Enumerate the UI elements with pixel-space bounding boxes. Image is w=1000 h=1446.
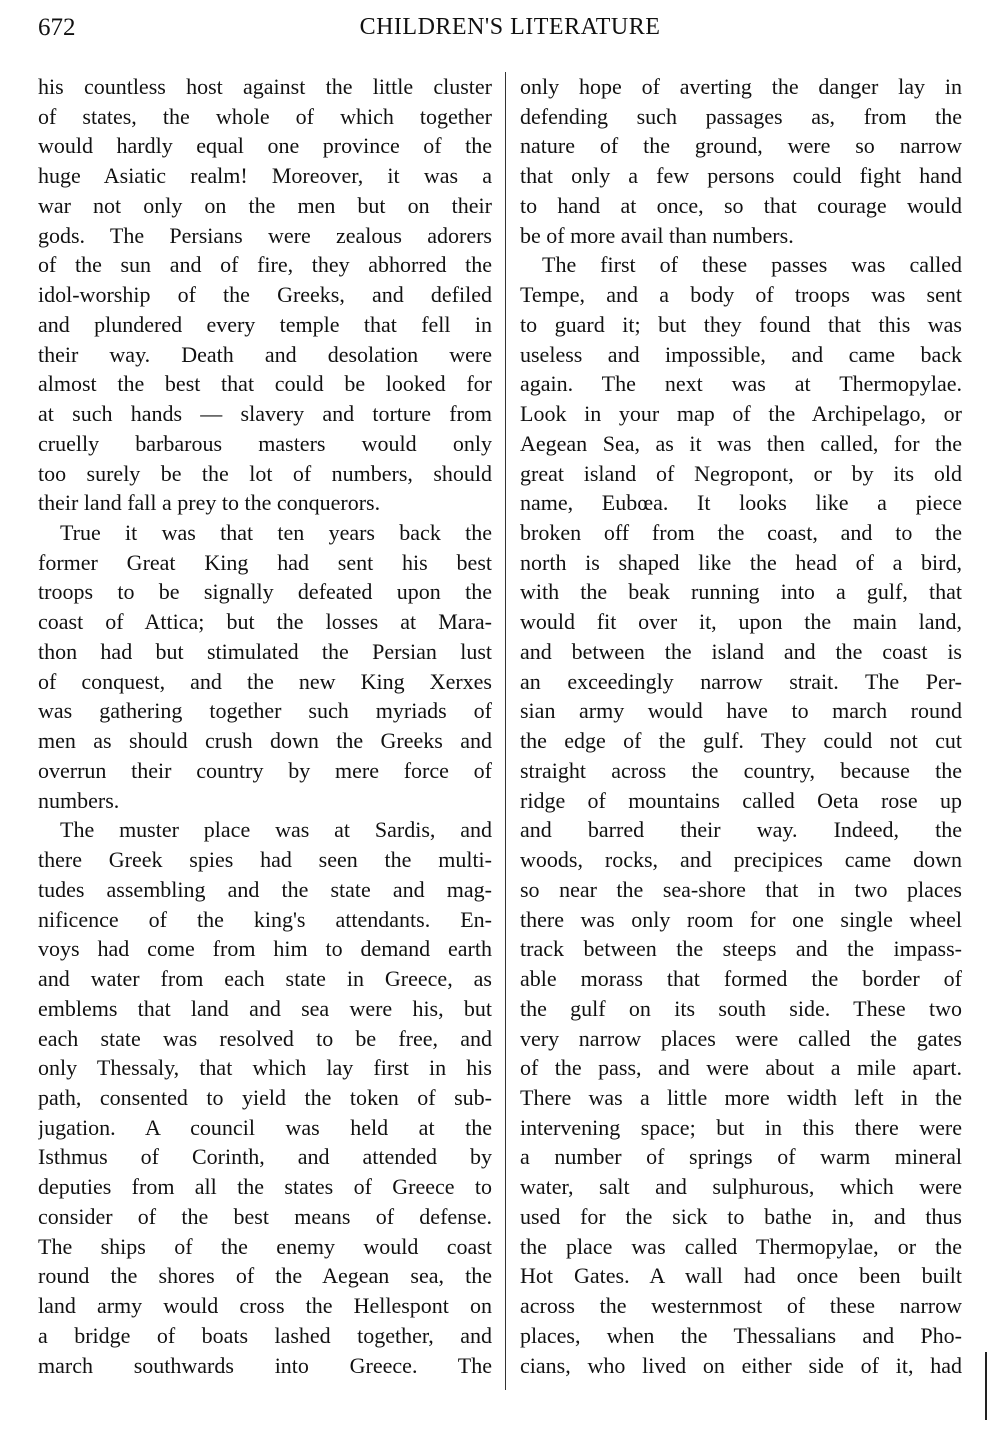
text-line: huge Asiatic realm! Moreover, it was a (38, 163, 492, 189)
text-line: round the shores of the Aegean sea, the (38, 1263, 492, 1289)
text-line: True it was that ten years back the (60, 520, 492, 546)
text-line: was gathering together such myriads of (38, 698, 492, 724)
text-line: nificence of the king's attendants. En- (38, 906, 492, 932)
text-line: jugation. A council was held at the (38, 1114, 492, 1140)
text-line: places, when the Thessalians and Pho- (520, 1322, 962, 1348)
text-line: there was only room for one single wheel (520, 906, 962, 932)
text-line: of the pass, and were about a mile apart. (520, 1055, 962, 1081)
text-line: deputies from all the states of Greece to (38, 1174, 492, 1200)
text-line: numbers. (38, 787, 120, 813)
text-line: intervening space; but in this there were (520, 1114, 962, 1140)
text-line: path, consented to yield the token of sub- (38, 1084, 492, 1110)
column-divider (505, 72, 506, 1390)
text-line: water, salt and sulphurous, which were (520, 1174, 962, 1200)
text-line: to guard it; but they found that this was (520, 311, 962, 337)
text-line: broken off from the coast, and to the (520, 520, 962, 546)
text-line: of conquest, and the new King Xerxes (38, 668, 492, 694)
page-number: 672 (38, 14, 76, 41)
text-line: so near the sea-shore that in two places (520, 876, 962, 902)
text-line: would hardly equal one province of the (38, 133, 492, 159)
text-line: useless and impossible, and came back (520, 341, 962, 367)
text-line: and barred their way. Indeed, the (520, 817, 962, 843)
text-line: an exceedingly narrow strait. The Per- (520, 668, 962, 694)
text-line: very narrow places were called the gates (520, 1025, 962, 1051)
text-line: and between the island and the coast is (520, 638, 962, 664)
text-line: voys had come from him to demand earth (38, 936, 492, 962)
text-line: only hope of averting the danger lay in (520, 74, 962, 99)
text-line: The ships of the enemy would coast (38, 1233, 492, 1259)
margin-mark (985, 1352, 987, 1420)
text-line: of the sun and of fire, they abhorred the (38, 252, 492, 278)
text-line: name, Eubœa. It looks like a piece (520, 490, 962, 516)
right-column (520, 72, 962, 1380)
text-line: consider of the best means of defense. (38, 1203, 492, 1229)
text-line: woods, rocks, and precipices came down (520, 847, 962, 873)
text-line: would fit over it, upon the main land, (520, 609, 962, 635)
text-line: thon had but stimulated the Persian lust (38, 638, 492, 664)
text-line: there Greek spies had seen the multi- (38, 847, 492, 873)
text-line: war not only on the men but on their (38, 192, 492, 218)
running-head: CHILDREN'S LITERATURE (359, 14, 661, 40)
text-line: almost the best that could be looked for (38, 371, 492, 397)
text-line: cruelly barbarous masters would only (38, 430, 492, 456)
text-line: a number of springs of warm mineral (520, 1144, 962, 1170)
text-line: land army would cross the Hellespont on (38, 1293, 492, 1319)
text-line: former Great King had sent his best (38, 549, 492, 575)
text-line: able morass that formed the border of (520, 966, 962, 992)
text-line: the place was called Thermopylae, or the (520, 1233, 962, 1259)
text-line: Look in your map of the Archipelago, or (520, 401, 962, 427)
text-line: too surely be the lot of numbers, should (38, 460, 492, 486)
text-line: Hot Gates. A wall had once been built (520, 1263, 962, 1289)
text-line: and plundered every temple that fell in (38, 311, 492, 337)
text-line: straight across the country, because the (520, 757, 962, 783)
text-line: across the westernmost of these narrow (520, 1293, 962, 1319)
text-line: gods. The Persians were zealous adorers (38, 222, 492, 248)
text-line: of states, the whole of which together (38, 103, 492, 129)
text-line: emblems that land and sea were his, but (38, 995, 492, 1021)
text-line: cians, who lived on either side of it, had (520, 1352, 962, 1378)
text-line: that only a few persons could fight hand (520, 163, 962, 189)
text-line: north is shaped like the head of a bird, (520, 549, 962, 575)
text-line: be of more avail than numbers. (520, 222, 794, 248)
text-line: ridge of mountains called Oeta rose up (520, 787, 962, 813)
text-line: The muster place was at Sardis, and (60, 817, 492, 843)
text-line: men as should crush down the Greeks and (38, 728, 492, 754)
text-line: great island of Negropont, or by its old (520, 460, 962, 486)
text-line: Tempe, and a body of troops was sent (520, 282, 962, 308)
text-line: The first of these passes was called (542, 252, 962, 278)
text-line: troops to be signally defeated upon the (38, 579, 492, 605)
text-line: the edge of the gulf. They could not cut (520, 728, 962, 754)
text-line: nature of the ground, were so narrow (520, 133, 962, 159)
text-line: only Thessaly, that which lay first in his (38, 1055, 492, 1081)
text-line: and water from each state in Greece, as (38, 966, 492, 992)
text-line: with the beak running into a gulf, that (520, 579, 962, 605)
text-line: There was a little more width left in the (520, 1084, 962, 1110)
text-line: track between the steeps and the impass- (520, 936, 962, 962)
text-line: tudes assembling and the state and mag- (38, 876, 492, 902)
text-line: a bridge of boats lashed together, and (38, 1322, 492, 1348)
text-line: each state was resolved to be free, and (38, 1025, 492, 1051)
text-line: their land fall a prey to the conquerors. (38, 490, 381, 516)
text-line: sian army would have to march round (520, 698, 962, 724)
text-line: their way. Death and desolation were (38, 341, 492, 367)
text-line: overrun their country by mere force of (38, 757, 492, 783)
text-line: the gulf on its south side. These two (520, 995, 962, 1021)
text-line: his countless host against the little cluster (38, 74, 492, 99)
text-line: used for the sick to bathe in, and thus (520, 1203, 962, 1229)
left-column (38, 72, 492, 1380)
text-line: Aegean Sea, as it was then called, for the (520, 430, 962, 456)
text-line: march southwards into Greece. The (38, 1352, 492, 1378)
text-line: coast of Attica; but the losses at Mara- (38, 609, 492, 635)
text-line: idol-worship of the Greeks, and defiled (38, 282, 492, 308)
text-line: at such hands — slavery and torture from (38, 401, 492, 427)
text-line: again. The next was at Thermopylae. (520, 371, 962, 397)
text-line: defending such passages as, from the (520, 103, 962, 129)
text-line: to hand at once, so that courage would (520, 192, 962, 218)
text-line: Isthmus of Corinth, and attended by (38, 1144, 492, 1170)
